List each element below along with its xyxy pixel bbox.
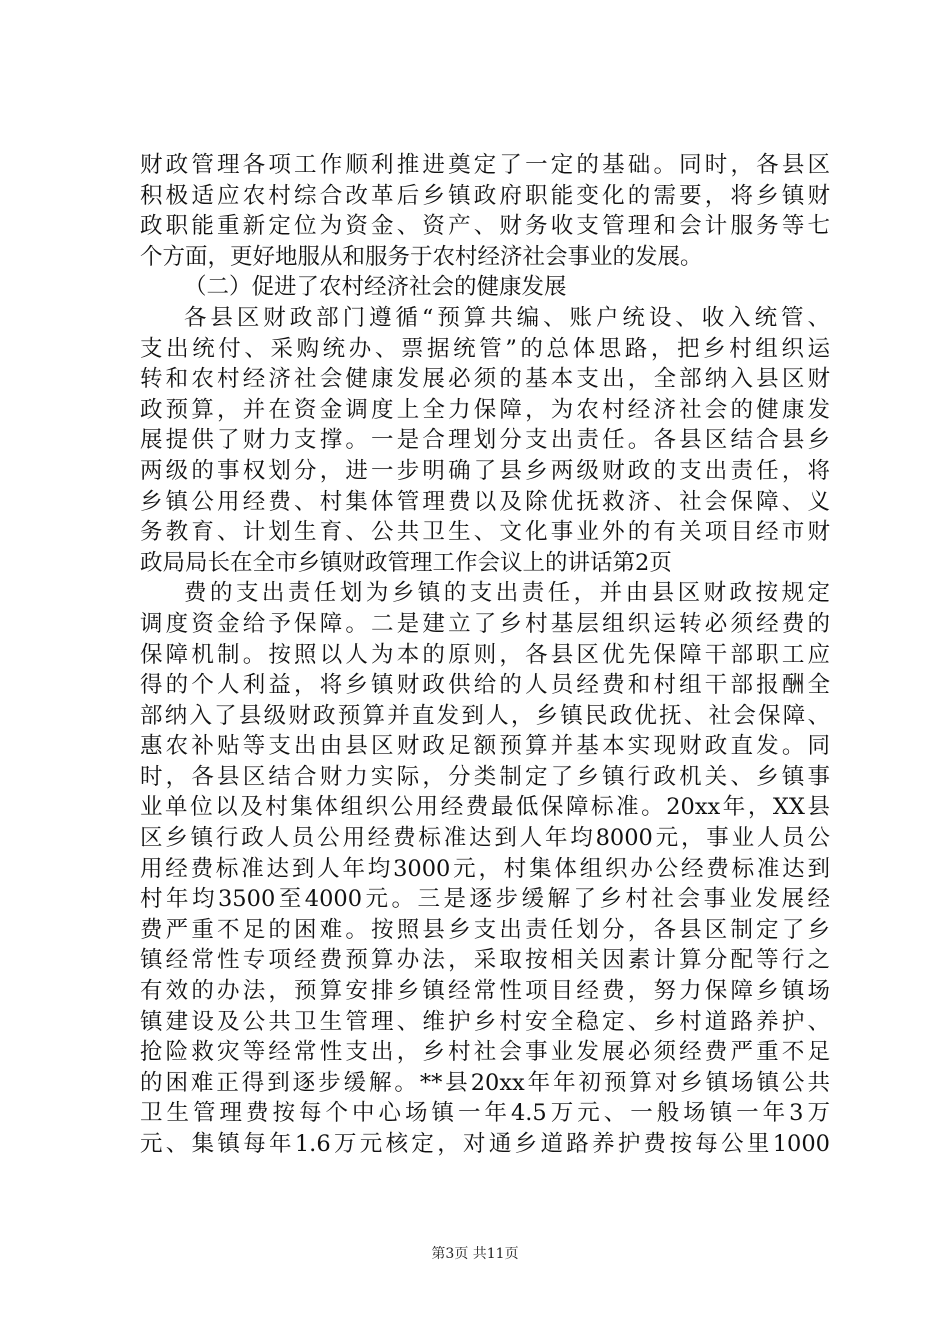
- text-line: 抢险救灾等经常性支出，乡村社会事业发展必须经费严重不足: [140, 1039, 830, 1066]
- text-line: 政职能重新定位为资金、资产、财务收支管理和会计服务等七: [140, 213, 830, 240]
- text-line: 调度资金给予保障。二是建立了乡村基层组织运转必须经费的: [140, 610, 830, 637]
- text-line: 区乡镇行政人员公用经费标准达到人年均8000元，事业人员公: [140, 825, 830, 852]
- text-line: 得的个人利益，将乡镇财政供给的人员经费和村组干部报酬全: [140, 672, 830, 699]
- text-line: 财政管理各项工作顺利推进奠定了一定的基础。同时，各县区: [140, 152, 830, 178]
- text-line: 务教育、计划生育、公共卫生、文化事业外的有关项目经市财: [140, 519, 830, 546]
- page-number-footer: 第3页 共11页: [431, 1246, 519, 1262]
- text-line: 转和农村经济社会健康发展必须的基本支出，全部纳入县区财: [140, 366, 830, 393]
- text-line: 乡镇公用经费、村集体管理费以及除优抚救济、社会保障、义: [140, 488, 830, 515]
- text-line: 有效的办法，预算安排乡镇经常性项目经费，努力保障乡镇场: [140, 978, 830, 1005]
- section-heading: （二）促进了农村经济社会的健康发展: [184, 274, 567, 301]
- text-line: 政局局长在全市乡镇财政管理工作会议上的讲话第2页: [140, 549, 672, 576]
- text-line: 展提供了财力支撑。一是合理划分支出责任。各县区结合县乡: [140, 427, 830, 454]
- text-line: 元、集镇每年1.6万元核定，对通乡道路养护费按每公里1000: [140, 1131, 830, 1157]
- text-line: 政预算，并在资金调度上全力保障，为农村经济社会的健康发: [140, 396, 830, 423]
- text-line: 的困难正得到逐步缓解。**县20xx年年初预算对乡镇场镇公共: [140, 1069, 830, 1096]
- text-line: 镇建设及公共卫生管理、维护乡村安全稳定、乡村道路养护、: [140, 1008, 830, 1035]
- text-line: 积极适应农村综合改革后乡镇政府职能变化的需要，将乡镇财: [140, 182, 830, 209]
- document-body: [140, 150, 830, 1160]
- text-line: 支出统付、采购统办、票据统管”的总体思路，把乡村组织运: [140, 335, 830, 362]
- text-line: 村年均3500至4000元。三是逐步缓解了乡村社会事业发展经: [140, 886, 830, 913]
- text-line: 惠农补贴等支出由县区财政足额预算并基本实现财政直发。同: [140, 733, 830, 760]
- text-line: 用经费标准达到人年均3000元，村集体组织办公经费标准达到: [140, 855, 830, 882]
- text-line: 镇经常性专项经费预算办法，采取按相关因素计算分配等行之: [140, 947, 830, 974]
- text-line: 费的支出责任划为乡镇的支出责任，并由县区财政按规定: [184, 580, 830, 607]
- text-line: 保障机制。按照以人为本的原则，各县区优先保障干部职工应: [140, 641, 830, 668]
- text-line: 业单位以及村集体组织公用经费最低保障标准。20xx年，XX县: [140, 794, 830, 821]
- text-line: 卫生管理费按每个中心场镇一年4.5万元、一般场镇一年3万: [140, 1100, 830, 1127]
- text-line: 各县区财政部门遵循“预算共编、账户统设、收入统管、: [184, 304, 830, 331]
- text-line: 费严重不足的困难。按照县乡支出责任划分，各县区制定了乡: [140, 916, 830, 943]
- text-line: 部纳入了县级财政预算并直发到人，乡镇民政优抚、社会保障、: [140, 702, 830, 729]
- text-line: 两级的事权划分，进一步明确了县乡两级财政的支出责任，将: [140, 457, 830, 484]
- text-line: 时，各县区结合财力实际，分类制定了乡镇行政机关、乡镇事: [140, 763, 830, 790]
- text-line: 个方面，更好地服从和服务于农村经济社会事业的发展。: [140, 243, 703, 270]
